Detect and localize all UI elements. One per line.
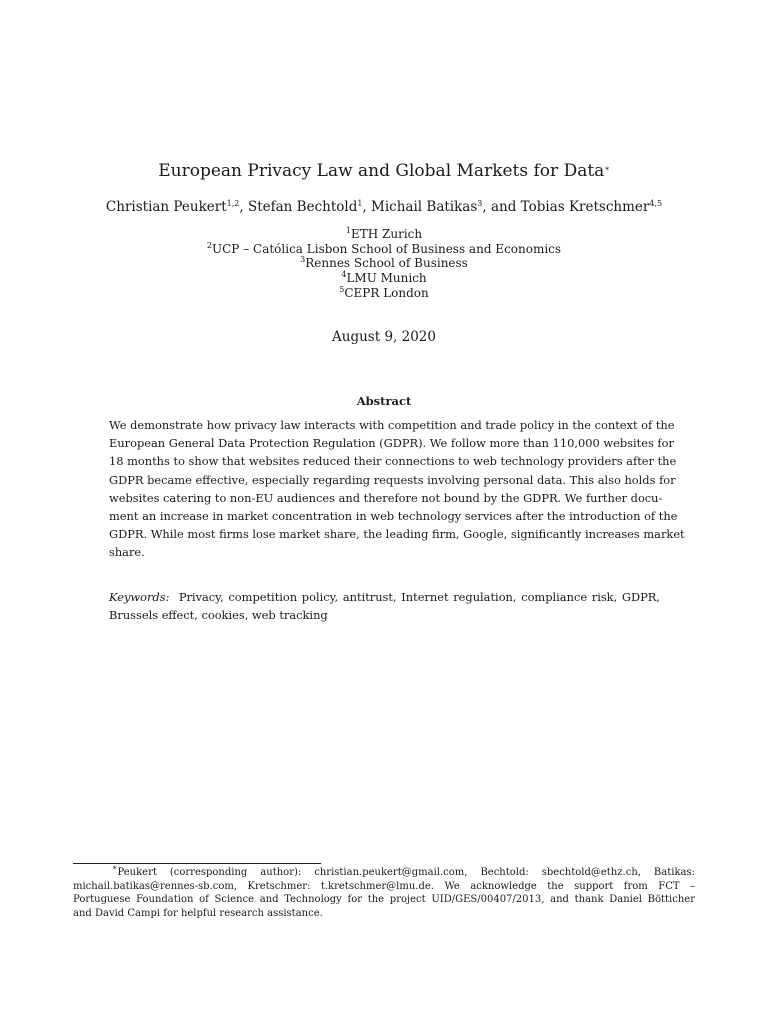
abstract-line: We demonstrate how privacy law interacts with competition and trade policy in the context of the [109, 418, 675, 432]
affiliation: $^1$ETH Zurich [345, 226, 423, 241]
title-footnote-mark: ∗ [604, 164, 610, 173]
abstract-line: share. [109, 545, 145, 560]
affiliation: $^4$LMU Munich [341, 270, 427, 286]
abstract-heading: Abstract [356, 394, 412, 408]
affiliation: $^2$UCP – Católica Lisbon School of Business and Economics [206, 240, 562, 256]
footnote-rule [73, 863, 321, 864]
footnote-mark: ∗ [112, 863, 118, 872]
author-list: Christian Peukert$^{1,2}$, Stefan Bechtold$^1$, Michail Batikas$^3$, and Tobias Kretschmer$^{4,5}$ [105, 199, 663, 215]
paper-title [0, 160, 768, 182]
affiliation-list [0, 227, 768, 301]
footnote-line: Portuguese Foundation of Science and Technology for the project UID/GES/00407/2013, and thank Daniel Bötticher [73, 894, 695, 906]
author: Michail Batikas$^3$ [371, 199, 483, 215]
abstract-line: GDPR. While most firms lose market share, the leading firm, Google, significantly increases market [109, 527, 685, 542]
abstract-line: GDPR became effective, especially regarding requests involving personal data. This also holds for [109, 472, 676, 487]
abstract-line: 18 months to show that websites reduced their connections to web technology providers after the [109, 454, 677, 469]
author: Tobias Kretschmer$^{4,5}$ [520, 199, 663, 215]
keywords-text: Privacy, competition policy, antitrust, Internet regulation, compliance risk, GDPR, [178, 590, 660, 604]
footnote-line: michail.batikas@rennes-sb.com, Kretschmer: t.kretschmer@lmu.de. We acknowledge the support from FCT – [73, 880, 695, 892]
abstract-body [109, 416, 685, 562]
author: Stefan Bechtold$^1$ [247, 199, 363, 215]
abstract-line: European General Data Protection Regulation (GDPR). We follow more than 110,000 websites for [109, 436, 674, 451]
keywords [109, 588, 660, 625]
affiliation: $^5$CEPR London [339, 284, 429, 300]
keywords-line [109, 588, 660, 606]
footnote-line: ∗Peukert (corresponding author): christian.peukert@gmail.com, Bechtold: sbechtold@ethz.ch, Batikas: [112, 863, 695, 878]
keywords-label: Keywords: [109, 590, 170, 604]
title-text: European Privacy Law and Global Markets for Data [158, 161, 605, 181]
abstract-line: ment an increase in market concentration in web technology services after the introduction of the [109, 509, 678, 524]
abstract-line: websites catering to non-EU audiences and therefore not bound by the GDPR. We further docu- [109, 490, 663, 505]
affiliation: $^3$Rennes School of Business [300, 255, 468, 271]
footnote-line: and David Campi for helpful research assistance. [73, 907, 323, 919]
paper-date: August 9, 2020 [332, 329, 436, 345]
author: Christian Peukert$^{1,2}$ [105, 199, 240, 215]
footnote [73, 863, 695, 920]
keywords-line: Brussels effect, cookies, web tracking [109, 608, 328, 623]
